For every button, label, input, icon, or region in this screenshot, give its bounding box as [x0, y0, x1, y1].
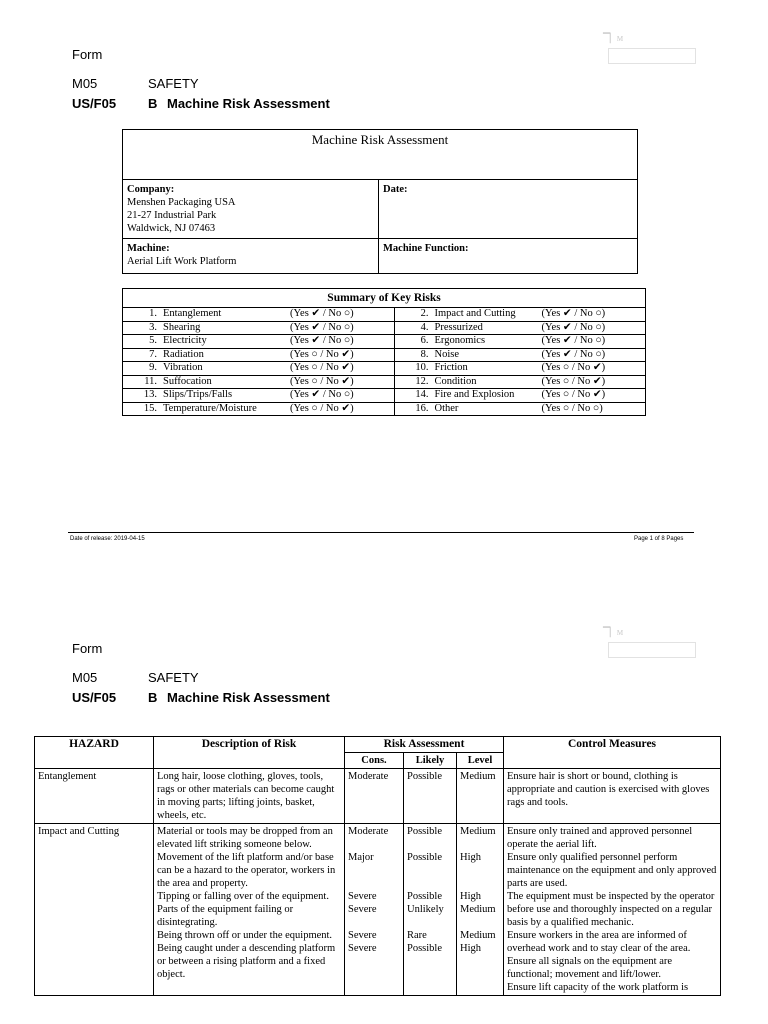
risk-consequence-cell: [345, 824, 404, 996]
doc-title: Machine Risk Assessment: [167, 96, 330, 111]
col-control-measures: Control Measures: [504, 737, 721, 769]
risk-yes-no: (Yes ○ / No ✔): [286, 348, 394, 362]
risk-name: Radiation: [163, 348, 204, 360]
col-hazard: HAZARD: [35, 737, 154, 769]
risk-likelihood-cell: [404, 769, 457, 824]
risk-likelihood: Possible: [407, 826, 443, 837]
risk-level: Medium: [460, 930, 496, 941]
risk-number: 12.: [415, 375, 429, 387]
date-cell: [379, 180, 638, 239]
risk-name-cell: [123, 375, 287, 389]
doc-letter: B: [148, 96, 158, 111]
company-line: Menshen Packaging USA: [127, 197, 236, 208]
summary-title: Summary of Key Risks: [123, 289, 646, 308]
summary-row: [123, 402, 646, 416]
risk-yes-no: (Yes ✔ / No ○): [286, 308, 394, 322]
risk-name-cell: [123, 321, 287, 335]
risk-number: 9.: [149, 362, 157, 373]
risk-number: 5.: [149, 335, 157, 346]
company-label: Company:: [127, 184, 175, 195]
risk-name: Electricity: [163, 335, 207, 346]
doc-letter: B: [148, 690, 158, 705]
risk-consequence: Severe: [348, 943, 377, 954]
risk-description: Being thrown off or under the equipment.: [157, 930, 333, 941]
col-consequence: Cons.: [345, 753, 404, 769]
risk-name: Slips/Trips/Falls: [163, 389, 233, 400]
risk-description: Material or tools may be dropped from an elevated lift striking someone below.: [157, 826, 333, 850]
form-label: Form: [72, 641, 103, 656]
risk-name-cell: [123, 348, 287, 362]
risk-likelihood: Possible: [407, 943, 443, 954]
risk-number: 3.: [149, 321, 157, 333]
control-measure: Ensure only qualified personnel perform maintenance on the equipment and only approved parts are used.: [507, 852, 717, 889]
risk-name-cell: [123, 335, 287, 349]
risk-name: Other: [434, 402, 459, 414]
risk-name-cell: [394, 389, 538, 403]
risk-number: 10.: [415, 362, 429, 373]
risk-yes-no: (Yes ✔ / No ○): [286, 389, 394, 403]
machine-cell: [123, 239, 379, 274]
risk-consequence: Moderate: [348, 771, 389, 782]
risk-number: 7.: [149, 348, 157, 360]
risk-name-cell: [394, 335, 538, 349]
risk-number: 11.: [144, 375, 157, 387]
control-measure: Ensure all signals on the equipment are functional; movement and lift/lower.: [507, 956, 673, 980]
risk-number: 16.: [415, 402, 429, 414]
control-measure: Ensure workers in the area are informed of overhead work and to stay clear of the area.: [507, 930, 691, 954]
risk-level-cell: [457, 769, 504, 824]
risk-consequence: Major: [348, 852, 374, 863]
risk-name: Entanglement: [163, 308, 222, 319]
info-title: Machine Risk Assessment: [123, 130, 638, 180]
risk-name-cell: [394, 362, 538, 376]
risk-yes-no: (Yes ✔ / No ○): [538, 335, 646, 349]
risk-level-cell: [457, 824, 504, 996]
risk-name: Condition: [434, 375, 477, 387]
risk-level: High: [460, 943, 481, 954]
logo-frame: [608, 48, 696, 64]
doc-code: US/F05: [72, 96, 117, 111]
summary-row: [123, 308, 646, 322]
col-description: Description of Risk: [154, 737, 345, 769]
risk-consequence-cell: [345, 769, 404, 824]
risk-name-cell: [123, 308, 287, 322]
risk-level: High: [460, 891, 481, 902]
risk-name-cell: [123, 362, 287, 376]
form-label: Form: [72, 47, 103, 62]
risk-yes-no: (Yes ○ / No ✔): [286, 402, 394, 416]
risk-consequence: Moderate: [348, 826, 389, 837]
risk-description: Long hair, loose clothing, gloves, tools, rags or other materials can become caught in moving parts; lifting joints, basket, wheels, etc.: [157, 771, 335, 821]
form-section: SAFETY: [148, 670, 199, 685]
company-logo-icon: ▔▏M: [603, 33, 624, 43]
risk-name: Pressurized: [434, 321, 483, 333]
risk-yes-no: (Yes ✔ / No ○): [538, 348, 646, 362]
risk-likelihood: Possible: [407, 771, 443, 782]
risk-yes-no: (Yes ○ / No ✔): [538, 389, 646, 403]
footer-rule: [68, 532, 694, 533]
logo-frame: [608, 642, 696, 658]
col-level: Level: [457, 753, 504, 769]
risk-description-cell: [154, 824, 345, 996]
control-measure: Ensure only trained and approved personnel operate the aerial lift.: [507, 826, 693, 850]
risk-name-cell: [123, 389, 287, 403]
risk-likelihood-cell: [404, 824, 457, 996]
risk-likelihood: Rare: [407, 930, 427, 941]
risk-yes-no: (Yes ○ / No ✔): [538, 362, 646, 376]
footer-page-number: Page 1 of 8 Pages: [634, 536, 684, 542]
risk-level: Medium: [460, 826, 496, 837]
risk-yes-no: (Yes ✔ / No ○): [538, 321, 646, 335]
risk-yes-no: (Yes ✔ / No ○): [286, 321, 394, 335]
risk-name-cell: [394, 308, 538, 322]
risk-name: Ergonomics: [434, 335, 486, 346]
summary-row: [123, 348, 646, 362]
hazard-name: Impact and Cutting: [35, 824, 154, 996]
summary-table: [122, 288, 646, 416]
control-measure: Ensure lift capacity of the work platform is: [507, 982, 689, 993]
form-section: SAFETY: [148, 76, 199, 91]
hazard-row: [35, 769, 721, 824]
hazard-row: [35, 824, 721, 996]
risk-name: Shearing: [163, 321, 201, 333]
summary-row: [123, 321, 646, 335]
risk-number: 13.: [143, 389, 157, 400]
risk-name-cell: [394, 375, 538, 389]
risk-description: Movement of the lift platform and/or base can be a hazard to the operator, workers in the area and property.: [157, 852, 336, 889]
company-logo-icon: ▔▏M: [603, 627, 624, 637]
risk-number: 15.: [143, 402, 157, 414]
machine-info-table: [122, 129, 638, 274]
risk-consequence: Severe: [348, 904, 377, 915]
machine-function-label: Machine Function:: [383, 243, 469, 254]
risk-yes-no: (Yes ✔ / No ○): [538, 308, 646, 322]
hazard-name: Entanglement: [35, 769, 154, 824]
form-code: M05: [72, 76, 98, 91]
risk-number: 6.: [420, 335, 429, 346]
risk-consequence: Severe: [348, 891, 377, 902]
risk-yes-no: (Yes ○ / No ✔): [538, 375, 646, 389]
risk-likelihood: Possible: [407, 852, 443, 863]
doc-code: US/F05: [72, 690, 117, 705]
form-code: M05: [72, 670, 98, 685]
risk-number: 2.: [420, 308, 429, 319]
risk-description-cell: [154, 769, 345, 824]
risk-name: Friction: [434, 362, 468, 373]
col-likelihood: Likely: [404, 753, 457, 769]
footer-release-date: Date of release: 2019-04-15: [70, 536, 145, 542]
doc-title: Machine Risk Assessment: [167, 690, 330, 705]
risk-likelihood: Possible: [407, 891, 443, 902]
summary-row: [123, 362, 646, 376]
company-cell: [123, 180, 379, 239]
machine-value: Aerial Lift Work Platform: [127, 256, 237, 267]
risk-yes-no: (Yes ✔ / No ○): [286, 335, 394, 349]
risk-yes-no: (Yes ○ / No ✔): [286, 362, 394, 376]
risk-number: 4.: [420, 321, 429, 333]
control-measure: The equipment must be inspected by the operator before use and thoroughly inspected on a regular basis by a qualified mechanic.: [507, 891, 715, 928]
hazard-table: [34, 736, 721, 996]
summary-row: [123, 375, 646, 389]
risk-consequence: Severe: [348, 930, 377, 941]
risk-number: 1.: [149, 308, 157, 319]
risk-name: Fire and Explosion: [434, 389, 515, 400]
risk-yes-no: (Yes ○ / No ✔): [286, 375, 394, 389]
date-label: Date:: [383, 184, 408, 195]
company-line: 21-27 Industrial Park: [127, 210, 217, 221]
summary-row: [123, 335, 646, 349]
risk-level: Medium: [460, 904, 496, 915]
control-measure: Ensure hair is short or bound, clothing is appropriate and caution is exercised with gloves rags and tools.: [507, 771, 710, 808]
control-measures-cell: [504, 824, 721, 996]
risk-name: Impact and Cutting: [434, 308, 516, 319]
risk-level: Medium: [460, 771, 496, 782]
risk-number: 8.: [420, 348, 429, 360]
risk-description: Being caught under a descending platform or between a rising platform and a fixed object.: [157, 943, 336, 980]
risk-name: Noise: [434, 348, 459, 360]
machine-label: Machine:: [127, 243, 170, 254]
risk-level: High: [460, 852, 481, 863]
risk-name: Vibration: [163, 362, 203, 373]
control-measures-cell: [504, 769, 721, 824]
col-risk-assessment: Risk Assessment: [345, 737, 504, 753]
risk-name: Suffocation: [163, 375, 212, 387]
risk-name-cell: [394, 348, 538, 362]
risk-likelihood: Unlikely: [407, 904, 444, 915]
risk-name: Temperature/Moisture: [163, 402, 257, 414]
summary-row: [123, 389, 646, 403]
risk-yes-no: (Yes ○ / No ○): [538, 402, 646, 416]
risk-name-cell: [394, 402, 538, 416]
risk-description: Parts of the equipment failing or disintegrating.: [157, 904, 294, 928]
company-line: Waldwick, NJ 07463: [127, 223, 216, 234]
risk-number: 14.: [415, 389, 429, 400]
risk-name-cell: [394, 321, 538, 335]
risk-name-cell: [123, 402, 287, 416]
machine-function-cell: [379, 239, 638, 274]
risk-description: Tipping or falling over of the equipment.: [157, 891, 329, 902]
